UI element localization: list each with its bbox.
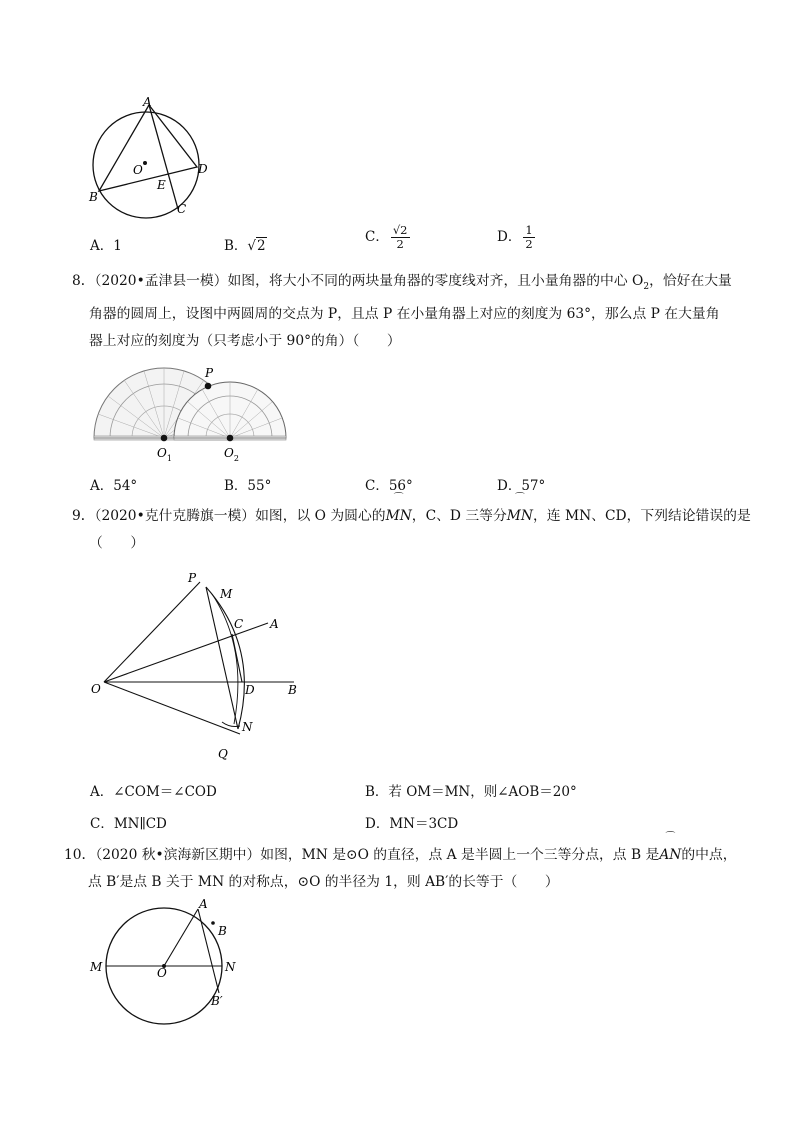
label-o: O	[133, 163, 143, 177]
label-e: E	[157, 178, 166, 192]
segment-cd	[232, 634, 242, 682]
q9-option-c: C．MN∥CD	[90, 816, 167, 832]
label-b-prime: B′	[211, 994, 223, 1008]
q10-line-2: 点 B′是点 B 关于 MN 的对称点，⊙O 的半径为 1，则 AB′的长等于（ ）	[88, 874, 559, 890]
q8-line-3: 器上对应的刻度为（只考虑小于 90°的角）（ ）	[89, 332, 401, 349]
q8-option-d: D．57°	[497, 478, 546, 494]
segment-ab-prime	[198, 909, 219, 993]
figure-q10-circle	[84, 896, 254, 1036]
point-o2	[227, 435, 234, 442]
q8-option-a: A．54°	[90, 478, 138, 494]
label-p: P	[205, 366, 214, 380]
arc-an: ⌒ AN	[659, 842, 681, 869]
q7-option-a: A．1	[90, 238, 122, 254]
figure-q8-protractors	[88, 362, 298, 467]
figure-q9-angles	[88, 568, 310, 764]
point-p	[205, 383, 212, 390]
q9-line-1: 9．（2020•克什克腾旗一模）如图，以 O 为圆心的⌒ MN，C、D 三等分⌒ MN，连 MN、CD，下列结论错误的是	[72, 503, 752, 530]
label-c: C	[177, 202, 187, 216]
label-b: B	[218, 924, 227, 938]
label-m: M	[90, 960, 103, 974]
label-o1: $O_1$	[157, 446, 172, 463]
label-a: A	[143, 95, 152, 109]
q8-line-1: 8．（2020•孟津县一模）如图，将大小不同的两块量角器的零度线对齐，且小量角器的中心 $O_2$，恰好在大量	[72, 273, 732, 292]
label-b: B	[89, 190, 98, 204]
q7-option-d: D． $\frac{1}{2}$	[497, 223, 533, 251]
label-d: D	[198, 162, 208, 176]
q8-line-2: 角器的圆周上，设图中两圆周的交点为 P，且点 P 在小量角器上对应的刻度为 63°，那么点 P 在大量角	[89, 305, 720, 322]
question-9	[72, 503, 752, 557]
q7-option-b: B．√2	[224, 238, 266, 254]
chord-ac	[149, 105, 178, 209]
triangle-abd	[99, 105, 197, 191]
label-q: Q	[218, 747, 228, 761]
q7-option-c: C． $\frac{√2}{2}$	[365, 223, 408, 251]
point-o1	[161, 435, 168, 442]
point-b	[211, 921, 215, 925]
label-n: N	[242, 720, 253, 734]
question-8	[72, 268, 752, 355]
label-m: M	[220, 587, 233, 601]
ray-oa	[104, 623, 268, 682]
figure-q7-circle	[80, 95, 230, 225]
ray-oq	[104, 682, 240, 734]
label-d: D	[245, 683, 255, 697]
label-n: N	[225, 960, 236, 974]
center-dot	[143, 161, 147, 165]
label-o: O	[91, 682, 101, 696]
label-o: O	[157, 966, 167, 980]
label-o2: $O_2$	[224, 446, 239, 463]
q9-option-a: A．∠COM＝∠COD	[90, 784, 217, 800]
label-b: B	[288, 683, 297, 697]
q8-option-c: C．56°	[365, 478, 413, 494]
q10-line-1: 10．（2020 秋•滨海新区期中）如图，MN 是⊙O 的直径，点 A 是半圆上一个三等分点，点 B 是⌒ AN的中点，	[64, 842, 744, 869]
q9-option-b: B．若 OM＝MN，则∠AOB＝20°	[365, 784, 577, 800]
label-c: C	[234, 617, 244, 631]
question-10	[64, 842, 744, 896]
arc-mn-2: ⌒ MN	[507, 503, 533, 530]
q8-option-b: B．55°	[224, 478, 272, 494]
arc-mn-1: ⌒ MN	[386, 503, 412, 530]
arc-mn	[206, 587, 244, 729]
label-a: A	[270, 617, 279, 631]
label-a: A	[199, 897, 208, 911]
q9-option-d: D．MN＝3CD	[365, 816, 459, 832]
segment-oa	[164, 909, 198, 966]
q9-line-2: （ ）	[89, 535, 145, 551]
label-p: P	[188, 571, 197, 585]
ray-op	[104, 582, 200, 682]
